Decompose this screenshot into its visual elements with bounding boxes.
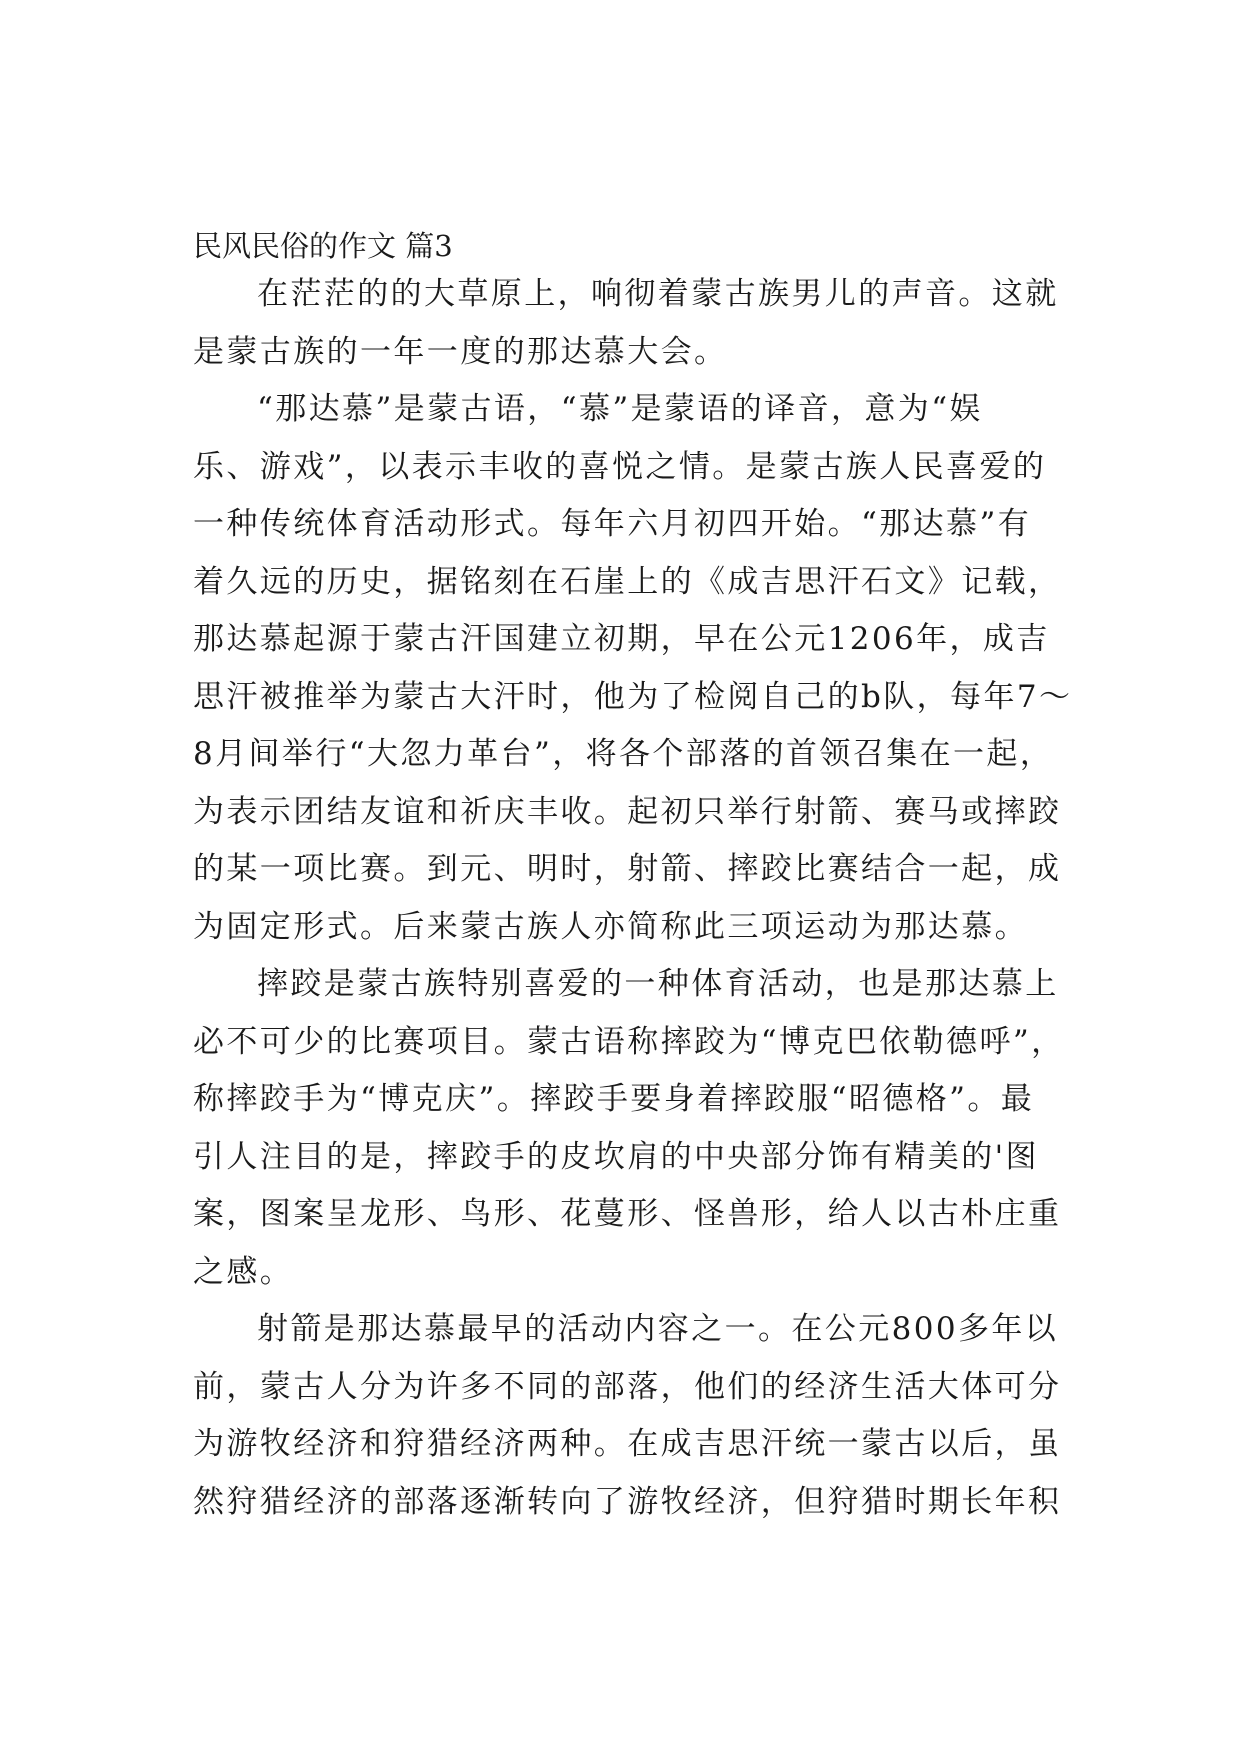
document-title: 民风民俗的作文 篇3 [193,229,453,263]
text-line: 那达慕起源于蒙古汗国建立初期，早在公元1206年，成吉 [193,621,1050,657]
text-line: 为表示团结友谊和祈庆丰收。起初只举行射箭、赛马或摔跤 [193,793,1062,830]
text-line: 然狩猎经济的部落逐渐转向了游牧经济，但狩猎时期长年积 [193,1483,1062,1520]
paragraph-4 [193,1301,1062,1531]
text-line: 在茫茫的的大草原上，响彻着蒙古族男儿的声音。这就 [257,276,1059,312]
text-line: 之感。 [193,1253,294,1290]
text-line: 的某一项比赛。到元、明时，射箭、摔跤比赛结合一起，成 [193,851,1062,887]
text-line: 射箭是那达慕最早的活动内容之一。在公元800多年以 [257,1311,1059,1347]
text-line: “那达慕”是蒙古语，“慕”是蒙语的译音，意为“娱 [257,391,983,427]
paragraph-3 [193,956,1065,1301]
text-line: 引人注目的是，摔跤手的皮坎肩的中央部分饰有精美的'图 [193,1138,1039,1175]
text-line: 一种传统体育活动形式。每年六月初四开始。“那达慕”有 [193,506,1032,542]
text-line: 为游牧经济和狩猎经济两种。在成吉思汗统一蒙古以后，虽 [193,1426,1062,1462]
text-line: 着久远的历史，据铭刻在石崖上的《成吉思汗石文》记载， [193,563,1062,600]
text-line: 案，图案呈龙形、鸟形、花蔓形、怪兽形，给人以古朴庄重 [193,1196,1062,1232]
document-body [193,226,1073,1531]
text-line: 称摔跤手为“博克庆”。摔跤手要身着摔跤服“昭德格”。最 [193,1081,1035,1117]
text-line: 必不可少的比赛项目。蒙古语称摔跤为“博克巴依勒德呼”， [193,1023,1065,1060]
paragraph-2 [193,381,1073,956]
text-line: 为固定形式。后来蒙古族人亦简称此三项运动为那达慕。 [193,908,1028,945]
text-line: 思汗被推举为蒙古大汗时，他为了检阅自己的b队，每年7～ [193,678,1073,715]
text-line: 8月间举行“大忽力革台”，将各个部落的首领召集在一起， [193,736,1054,772]
text-line: 摔跤是蒙古族特别喜爱的一种体育活动，也是那达慕上 [257,966,1059,1002]
text-line: 是蒙古族的一年一度的那达慕大会。 [193,333,728,370]
paragraph-1 [193,266,1059,381]
text-line: 前，蒙古人分为许多不同的部落，他们的经济生活大体可分 [193,1368,1062,1405]
text-line: 乐、游戏”，以表示丰收的喜悦之情。是蒙古族人民喜爱的 [193,448,1047,485]
